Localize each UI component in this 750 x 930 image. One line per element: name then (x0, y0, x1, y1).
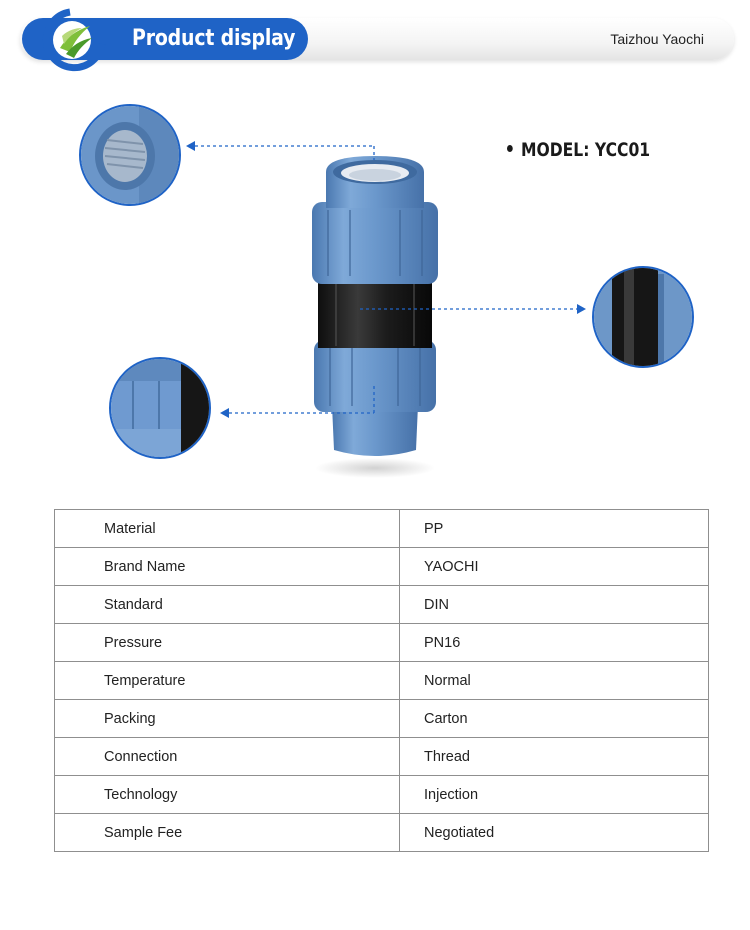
callout-thread-detail (79, 104, 181, 206)
callout-nut-detail (109, 357, 211, 459)
model-text: MODEL: YCC01 (520, 139, 651, 161)
callout-body-detail (592, 266, 694, 368)
spec-value: PN16 (400, 624, 709, 662)
page-title: Product display (132, 26, 296, 51)
callout-leader-line (360, 300, 586, 318)
callout-leader-line (220, 386, 380, 422)
spec-value: YAOCHI (400, 548, 709, 586)
company-name: Taizhou Yaochi (610, 31, 704, 47)
body-detail-image (594, 268, 694, 368)
spec-label: Standard (55, 586, 400, 624)
spec-value: Injection (400, 776, 709, 814)
spec-label: Technology (55, 776, 400, 814)
table-row (55, 510, 709, 548)
thread-detail-image (81, 106, 181, 206)
spec-value: Negotiated (400, 814, 709, 852)
model-label (507, 137, 650, 163)
spec-value: Carton (400, 700, 709, 738)
table-row (55, 662, 709, 700)
callout-leader-line (186, 138, 378, 160)
spec-value: DIN (400, 586, 709, 624)
bullet-icon (507, 145, 513, 152)
table-row (55, 586, 709, 624)
spec-value: PP (400, 510, 709, 548)
spec-label: Connection (55, 738, 400, 776)
spec-value: Thread (400, 738, 709, 776)
spec-value: Normal (400, 662, 709, 700)
table-row (55, 776, 709, 814)
spec-label: Temperature (55, 662, 400, 700)
spec-label: Pressure (55, 624, 400, 662)
table-row (55, 814, 709, 852)
table-row (55, 738, 709, 776)
spec-label: Sample Fee (55, 814, 400, 852)
spec-label: Packing (55, 700, 400, 738)
spec-label: Brand Name (55, 548, 400, 586)
table-row (55, 548, 709, 586)
spec-label: Material (55, 510, 400, 548)
spec-table (54, 509, 709, 852)
table-row (55, 624, 709, 662)
table-row (55, 700, 709, 738)
company-logo-icon (32, 8, 112, 72)
nut-detail-image (111, 359, 211, 459)
